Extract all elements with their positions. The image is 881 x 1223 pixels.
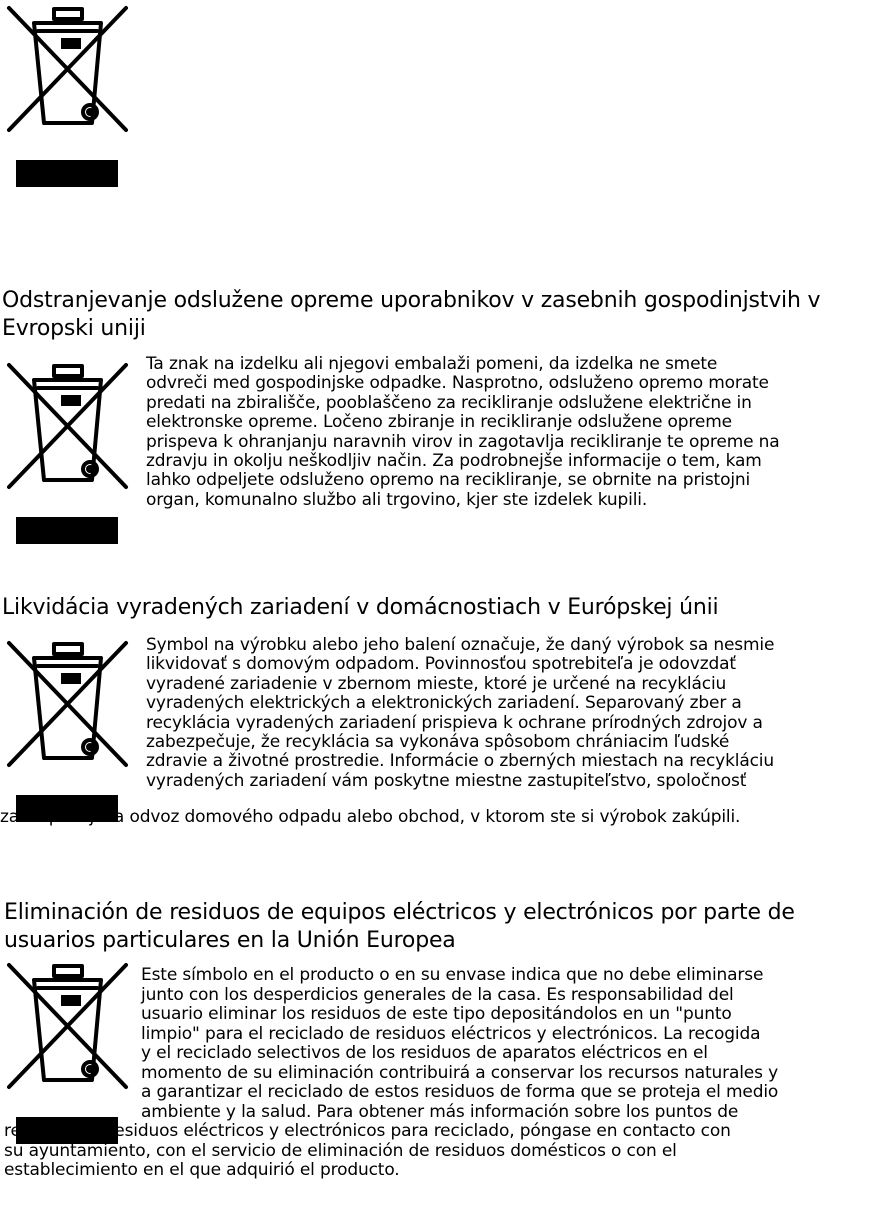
body-line: momento de su eliminación contribuirá a conservar los recursos naturales y [141, 1062, 778, 1083]
body-line: prispeva k ohranjanju naravnih virov in zagotavlja recikliranje te opreme na [146, 431, 780, 452]
body-line: vyradených zariadení vám poskytne miestne zastupiteľstvo, spoločnosť [146, 770, 747, 791]
body-line: elektronske opreme. Ločeno zbiranje in recikliranje odslužene opreme [146, 412, 732, 433]
body-line: zdravju in okolju neškodljiv način. Za podrobnejše informacije o tem, kam [146, 451, 762, 472]
body-line: predati na zbirališče, pooblaščeno za recikliranje odslužene električne in [146, 392, 752, 413]
body-line: vyradených elektrických a elektronických zariadení. Separovaný zber a [146, 693, 742, 714]
section-heading-sl: Odstranjevanje odslužene opreme uporabnikov v zasebnih gospodinjstvih v Evropski uniji [2, 288, 821, 341]
body-line: vyradené zariadenie v zbernom mieste, ktoré je určené na recykláciu [146, 673, 727, 694]
body-line: a garantizar el reciclado de estos residuos de forma que se proteja el medio [141, 1082, 779, 1102]
section-body-sk-last [0, 808, 881, 827]
body-line: likvidovať s domovým odpadom. Povinnosťou spotrebiteľa je odovzdať [146, 654, 736, 675]
section-body-es [141, 966, 876, 1122]
section-body-es-tail [4, 1122, 881, 1181]
body-line: recogida de residuos eléctricos y electrónicos para reciclado, póngase en contacto con [4, 1121, 731, 1141]
body-line: zdravie a životné prostredie. Informácie o zberných miestach na recykláciu [146, 751, 775, 772]
body-line: y el reciclado selectivos de los residuos de aparatos eléctricos en el [141, 1043, 708, 1063]
weee-crossed-bin-icon [4, 352, 134, 547]
body-line: usuario eliminar los residuos de este tipo depositándolos en un "punto [141, 1004, 732, 1024]
body-line: organ, komunalno službo ali trgovino, kjer ste izdelek kupili. [146, 489, 648, 510]
section-heading-es: Eliminación de residuos de equipos eléctricos y electrónicos por parte de usuarios particulares en la Unión Europea [4, 900, 795, 953]
body-line: junto con los desperdicios generales de la casa. Es responsabilidad del [141, 984, 734, 1005]
body-line: lahko odpeljete odsluženo opremo na recikliranje, se obrnite na pristojni [146, 470, 751, 491]
section-body-sk [146, 636, 881, 791]
weee-crossed-bin-icon [4, 0, 134, 190]
body-line: recyklácia vyradených zariadení prispieva k ochrane prírodných zdrojov a [146, 712, 763, 733]
body-line: establecimiento en el que adquirió el producto. [4, 1160, 400, 1180]
body-line: su ayuntamiento, con el servicio de eliminación de residuos domésticos o con el [4, 1140, 677, 1161]
body-line: zabezpečujúca odvoz domového odpadu alebo obchod, v ktorom ste si výrobok zakúpili. [0, 807, 741, 827]
body-line: limpio" para el reciclado de residuos eléctricos y electrónicos. La recogida [141, 1023, 761, 1044]
section-heading-sk: Likvidácia vyradených zariadení v domácnostiach v Európskej únii [2, 595, 719, 620]
section-body-sl [146, 355, 881, 510]
body-line: Este símbolo en el producto o en su envase indica que no debe eliminarse [141, 965, 764, 985]
body-line: zabezpečuje, že recyklácia sa vykonáva spôsobom chrániacim ľudské [146, 732, 730, 753]
body-line: Symbol na výrobku alebo jeho balení označuje, že daný výrobok sa nesmie [146, 635, 775, 655]
body-line: ambiente y la salud. Para obtener más información sobre los puntos de [141, 1101, 739, 1122]
weee-crossed-bin-icon [4, 630, 134, 825]
body-line: Ta znak na izdelku ali njegovi embalaži pomeni, da izdelka ne smete [146, 354, 718, 374]
weee-crossed-bin-icon [4, 952, 134, 1147]
body-line: odvreči med gospodinjske odpadke. Nasprotno, odsluženo opremo morate [146, 373, 769, 394]
